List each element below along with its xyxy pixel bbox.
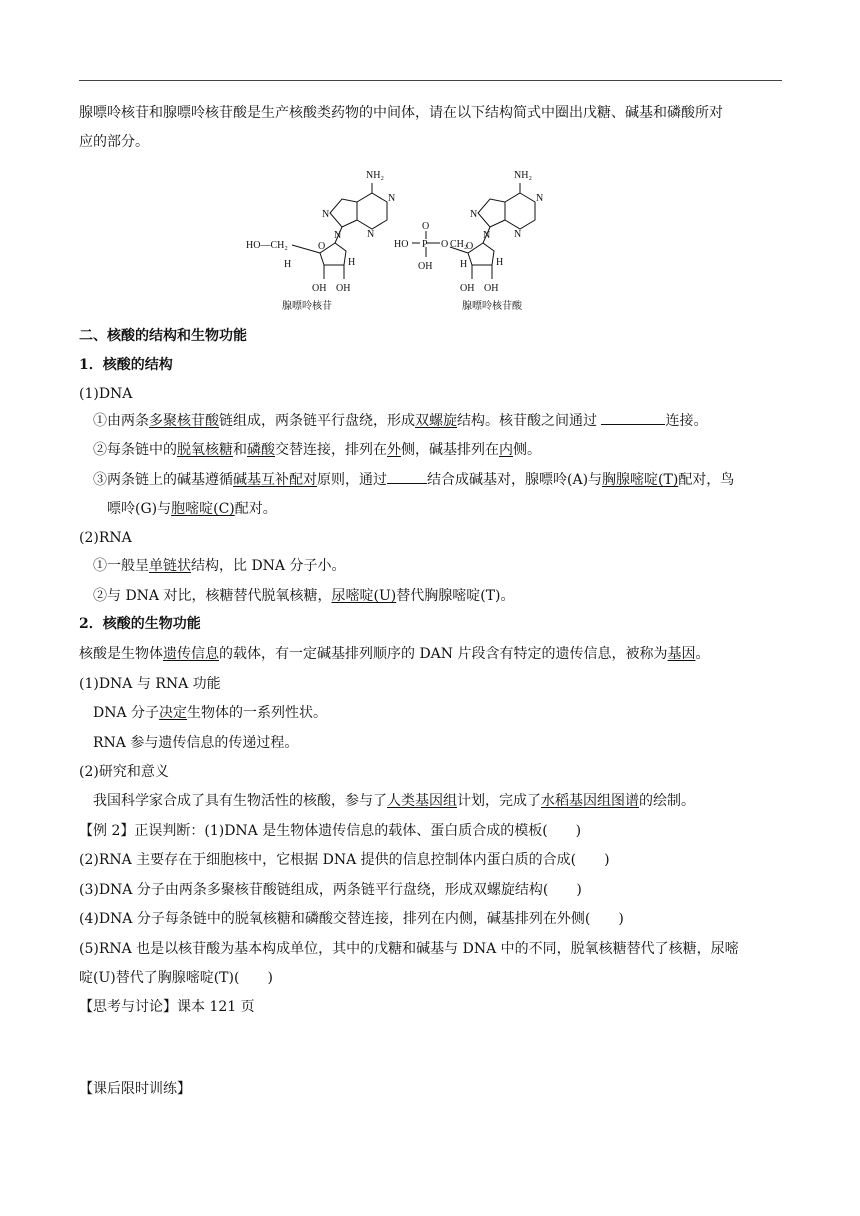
text: 结合成碱基对，腺嘌呤(A)与 [427,472,603,488]
text: 的绘制。 [639,793,695,809]
left-nh2-label: NH₂ [366,170,384,181]
rna-point-1 [93,557,346,575]
answer-underline: 尿嘧啶(U) [331,588,397,604]
answer-underline: 决定 [159,705,188,721]
function-1-rna: RNA 参与遗传信息的传递过程。 [93,735,299,751]
text: 嘌呤(G)与 [107,501,172,517]
right-p-label: P [422,239,428,250]
text: 链组成，两条链平行盘绕，形成 [219,413,415,429]
text: 连接。 [665,413,708,429]
text: 原则，通过 [317,472,387,488]
answer-underline: 内 [499,442,513,458]
text: ③两条链上的碱基遵循 [93,472,233,488]
answer-underline: 双螺旋 [415,413,457,429]
text: 配对，鸟 [678,472,735,488]
intro-line-2: 应的部分。 [79,134,149,150]
homework-heading: 【课后限时训练】 [79,1081,191,1097]
left-oh-label-2: OH [336,283,351,294]
amp-caption: 腺嘌呤核苷酸 [462,301,522,312]
text: ①由两条 [93,413,149,429]
right-oh-p-label: OH [418,261,433,272]
dna-point-1 [93,412,707,430]
right-oh-label-2: OH [484,283,499,294]
think-discuss: 【思考与讨论】课本 121 页 [79,999,255,1015]
answer-underline: 脱氧核糖 [177,442,233,458]
text: 配对。 [234,501,277,517]
text: 计划，完成了 [457,793,541,809]
right-ho-label: HO [394,239,409,250]
right-h-label-1: H [460,259,468,270]
left-oh-label-1: OH [312,283,327,294]
answer-underline: 人类基因组 [387,793,457,809]
answer-underline: 单链状 [149,558,191,574]
right-oh-label-1: OH [460,283,475,294]
left-h-label-2: H [348,257,356,268]
left-n-label-3: N [322,209,330,220]
left-ho-ch2-label: HO—CH₂ [246,240,288,251]
text: DNA 分子 [93,705,160,721]
right-ch2-label: CH₂ [450,239,468,250]
header-rule [79,80,782,81]
right-n-label-1: N [536,193,544,204]
right-n-label-2: N [514,229,522,240]
rna-label: (2)RNA [79,530,132,546]
dna-point-3-cont [107,500,277,518]
function-1-dna [93,704,327,722]
right-h-label-2: H [496,257,504,268]
right-n-label-3: N [470,209,478,220]
text: ②每条链中的 [93,442,177,458]
right-o-top-label: O [422,221,430,232]
text: 结构，比 DNA 分子小。 [191,558,346,574]
text: ②与 DNA 对比，核糖替代脱氧核糖， [93,588,332,604]
right-nh2-label: NH₂ [514,170,532,181]
example-question-1: 【例 2】正误判断：(1)DNA 是生物体遗传信息的载体、蛋白质合成的模板( ) [79,823,582,839]
rna-point-2 [93,587,515,605]
answer-underline: 多聚核苷酸 [149,413,219,429]
text: 结构。核苷酸之间通过 [457,413,602,429]
dna-point-3 [93,471,734,489]
text: 的载体，有一定碱基排列顺序的 DAN 片段含有特定的遗传信息，被称为 [219,646,668,662]
function-paragraph [79,645,709,663]
example-question-5: (5)RNA 也是以核苷酸为基本构成单位，其中的戊糖和碱基与 DNA 中的不同，脱氧核糖替代了核糖，尿嘧 [79,941,739,957]
left-h-label-1: H [284,259,292,270]
fill-blank[interactable] [601,412,665,425]
answer-underline: 胞嘧啶(C) [171,501,235,517]
function-2-label: (2)研究和意义 [79,764,169,780]
text: 替代胸腺嘧啶(T)。 [396,588,515,604]
nucleotide-structure-figure [240,165,544,315]
example-question-3: (3)DNA 分子由两条多聚核苷酸链组成，两条链平行盘绕，形成双螺旋结构( ) [79,882,582,898]
text: ①一般呈 [93,558,149,574]
example-question-2: (2)RNA 主要存在于细胞核中，它根据 DNA 提供的信息控制体内蛋白质的合成( ) [79,852,610,868]
text: 和 [233,442,247,458]
example-question-5-cont: 啶(U)替代了胸腺嘧啶(T)( ) [79,970,273,986]
left-n-label-4: N [334,230,342,241]
text: 侧，碱基排列在 [401,442,499,458]
example-question-4: (4)DNA 分子每条链中的脱氧核糖和磷酸交替连接，排列在内侧，碱基排列在外侧( ) [79,911,624,927]
answer-underline: 遗传信息 [163,646,219,662]
section-title: 二、核酸的结构和生物功能 [79,328,247,344]
text: 生物体的一系列性状。 [187,705,328,721]
text: 我国科学家合成了具有生物活性的核酸，参与了 [93,793,387,809]
adenosine-caption: 腺嘌呤核苷 [282,301,332,312]
answer-underline: 水稻基因组图谱 [541,793,639,809]
right-o-bridge-label: O [441,239,449,250]
fill-blank[interactable] [387,471,427,484]
answer-underline: 胸腺嘧啶(T) [602,472,679,488]
function-1-label: (1)DNA 与 RNA 功能 [79,676,221,692]
left-o-label: O [318,241,326,252]
subsection-title-function: 2．核酸的生物功能 [79,616,201,632]
right-n-label-4: N [483,230,491,241]
dna-point-2 [93,441,541,459]
answer-underline: 磷酸 [247,442,275,458]
right-o-ring-label: O [466,241,474,252]
text: 核酸是生物体 [79,646,163,662]
answer-underline: 外 [387,442,401,458]
answer-underline: 碱基互补配对 [233,472,317,488]
subsection-title-structure: 1．核酸的结构 [79,357,173,373]
left-n-label-2: N [367,229,375,240]
text: 。 [695,646,710,662]
answer-underline: 基因 [667,646,696,662]
intro-line-1: 腺嘌呤核苷和腺嘌呤核苷酸是生产核酸类药物的中间体，请在以下结构简式中圈出戊糖、碱基和磷酸所对 [79,105,723,121]
function-2-text [93,792,695,810]
text: 交替连接，排列在 [275,442,387,458]
left-n-label-1: N [388,193,396,204]
text: 侧。 [513,442,541,458]
dna-label: (1)DNA [79,386,133,402]
